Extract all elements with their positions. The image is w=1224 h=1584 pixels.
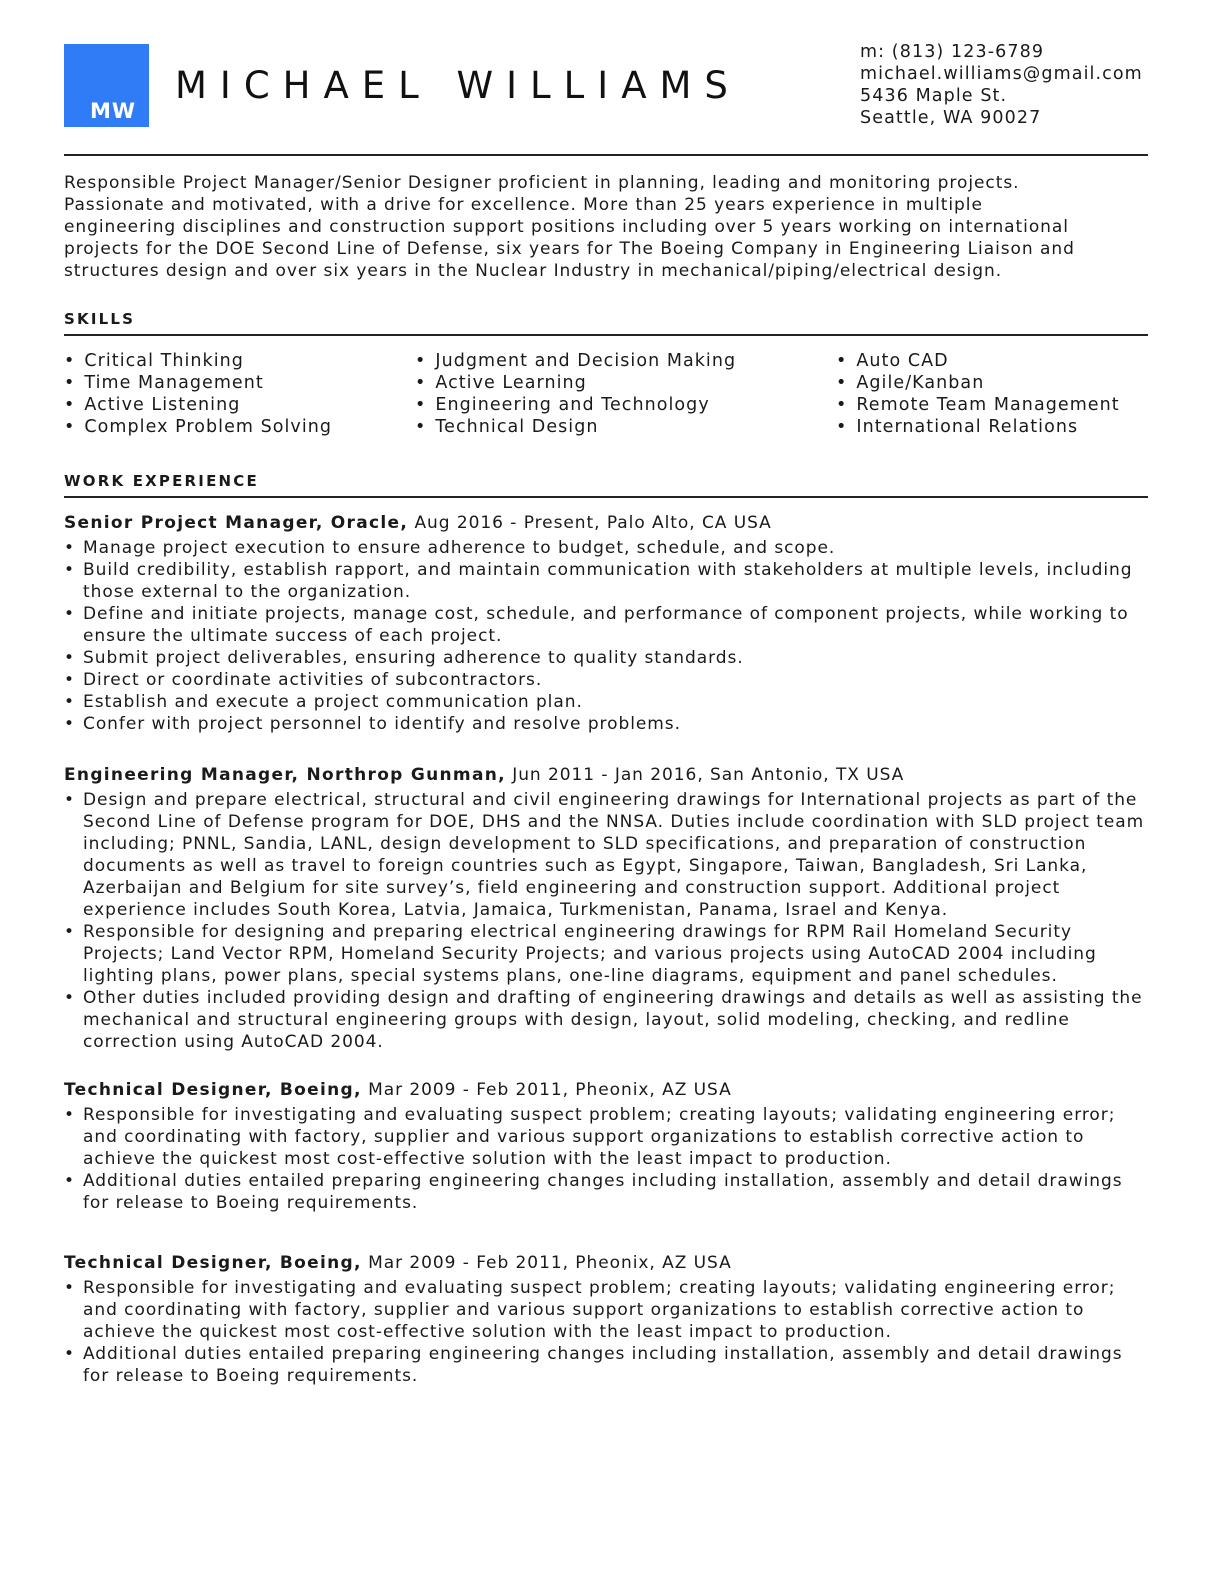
job-details: Aug 2016 - Present, Palo Alto, CA USA [408,513,772,533]
skills-column [836,350,1120,438]
job-bullet: • Responsible for investigating and evaluating suspect problem; creating layouts; validating engineering error; and coordinating with factory, supplier and various support organizations to establish corrective action to achieve the quickest most cost-effective solution with the least impact to production. [64,1104,1148,1170]
job-bullet: • Manage project execution to ensure adherence to budget, schedule, and scope. [64,537,1148,559]
job-bullet: • Direct or coordinate activities of subcontractors. [64,669,1148,691]
contact-phone: m: (813) 123-6789 [860,42,1045,62]
contact-email: michael.williams@gmail.com [860,64,1143,84]
job-entry [64,1079,1148,1214]
job-role: Technical Designer, Boeing, [64,1253,362,1273]
professional-summary [64,172,1148,282]
skill-item: • Active Learning [415,372,836,394]
job-entry [64,512,1148,735]
job-bullets [64,537,1148,735]
monogram-logo [64,44,149,127]
skill-item: • Judgment and Decision Making [415,350,836,372]
work-divider [64,496,1148,498]
job-role: Senior Project Manager, Oracle, [64,513,409,533]
job-role: Technical Designer, Boeing, [64,1080,362,1100]
skills-divider [64,334,1148,336]
skill-item: • Remote Team Management [836,394,1120,416]
job-bullet: • Confer with project personnel to identify and resolve problems. [64,713,1148,735]
job-details: Mar 2009 - Feb 2011, Pheonix, AZ USA [361,1080,732,1100]
job-bullet: • Responsible for investigating and evaluating suspect problem; creating layouts; validating engineering error; and coordinating with factory, supplier and various support organizations to establish corrective action to achieve the quickest most cost-effective solution with the least impact to production. [64,1277,1148,1343]
job-bullet: • Define and initiate projects, manage cost, schedule, and performance of component projects, while working to ensure the ultimate success of each project. [64,603,1148,647]
skill-item: • Technical Design [415,416,836,438]
skill-item: • Time Management [64,372,415,394]
job-header [64,764,1148,786]
job-bullets [64,789,1148,1053]
job-bullet: • Design and prepare electrical, structural and civil engineering drawings for International projects as part of the Second Line of Defense program for DOE, DHS and the NNSA. Duties include coordination with SLD project team including; PNNL, Sandia, LANL, design development to SLD specifications, and preparation of construction documents as well as travel to foreign countries such as Egypt, Singapore, Taiwan, Bangladesh, Sri Lanka, Azerbaijan and Belgium for site survey’s, field engineering and construction support. Additional project experience includes South Korea, Latvia, Jamaica, Turkmenistan, Panama, Israel and Kenya. [64,789,1148,921]
contact-street: 5436 Maple St. [860,86,1008,106]
job-bullet: • Additional duties entailed preparing engineering changes including installation, assembly and detail drawings for release to Boeing requirements. [64,1343,1148,1387]
summary-line: Responsible Project Manager/Senior Designer proficient in planning, leading and monitoring projects. [64,173,1020,193]
job-header [64,512,1148,534]
job-bullets [64,1104,1148,1214]
job-role: Engineering Manager, Northrop Gunman, [64,765,506,785]
job-entry [64,764,1148,1053]
header-divider [64,154,1148,156]
summary-line: projects for the DOE Second Line of Defense, six years for The Boeing Company in Engineering Liaison and [64,239,1075,259]
summary-line: Passionate and motivated, with a drive for excellence. More than 25 years experience in multiple [64,195,983,215]
contact-block [860,41,1143,129]
skills-list [64,350,1148,438]
summary-line: engineering disciplines and construction support positions including over 5 years working on international [64,217,1069,237]
skills-column [415,350,836,438]
candidate-name: MICHAEL WILLIAMS [175,64,741,107]
resume-header [64,44,1148,154]
work-experience-heading: WORK EXPERIENCE [64,472,259,490]
skill-item: • Critical Thinking [64,350,415,372]
job-header [64,1079,1148,1101]
job-bullets [64,1277,1148,1387]
job-details: Mar 2009 - Feb 2011, Pheonix, AZ USA [361,1253,732,1273]
skills-heading: SKILLS [64,310,136,328]
skill-item: • Engineering and Technology [415,394,836,416]
summary-line: structures design and over six years in the Nuclear Industry in mechanical/piping/electrical design. [64,261,1003,281]
resume-page [64,44,1148,1387]
skill-item: • Auto CAD [836,350,1120,372]
skill-item: • Agile/Kanban [836,372,1120,394]
skill-item: • International Relations [836,416,1120,438]
skill-item: • Complex Problem Solving [64,416,415,438]
job-bullet: • Other duties included providing design and drafting of engineering drawings and details as well as assisting the mechanical and structural engineering groups with design, layout, solid modeling, checking, and redline correction using AutoCAD 2004. [64,987,1148,1053]
job-bullet: • Submit project deliverables, ensuring adherence to quality standards. [64,647,1148,669]
job-details: Jun 2011 - Jan 2016, San Antonio, TX USA [505,765,905,785]
job-bullet: • Build credibility, establish rapport, and maintain communication with stakeholders at multiple levels, including those external to the organization. [64,559,1148,603]
job-entry [64,1252,1148,1387]
job-bullet: • Additional duties entailed preparing engineering changes including installation, assembly and detail drawings for release to Boeing requirements. [64,1170,1148,1214]
skills-column [64,350,415,438]
monogram-text: MW [90,99,137,123]
job-bullet: • Establish and execute a project communication plan. [64,691,1148,713]
job-bullet: • Responsible for designing and preparing electrical engineering drawings for RPM Rail Homeland Security Projects; Land Vector RPM, Homeland Security Projects; and various projects using AutoCAD 2004 including lighting plans, power plans, special systems plans, one-line diagrams, equipment and panel schedules. [64,921,1148,987]
contact-city: Seattle, WA 90027 [860,108,1042,128]
job-header [64,1252,1148,1274]
skill-item: • Active Listening [64,394,415,416]
